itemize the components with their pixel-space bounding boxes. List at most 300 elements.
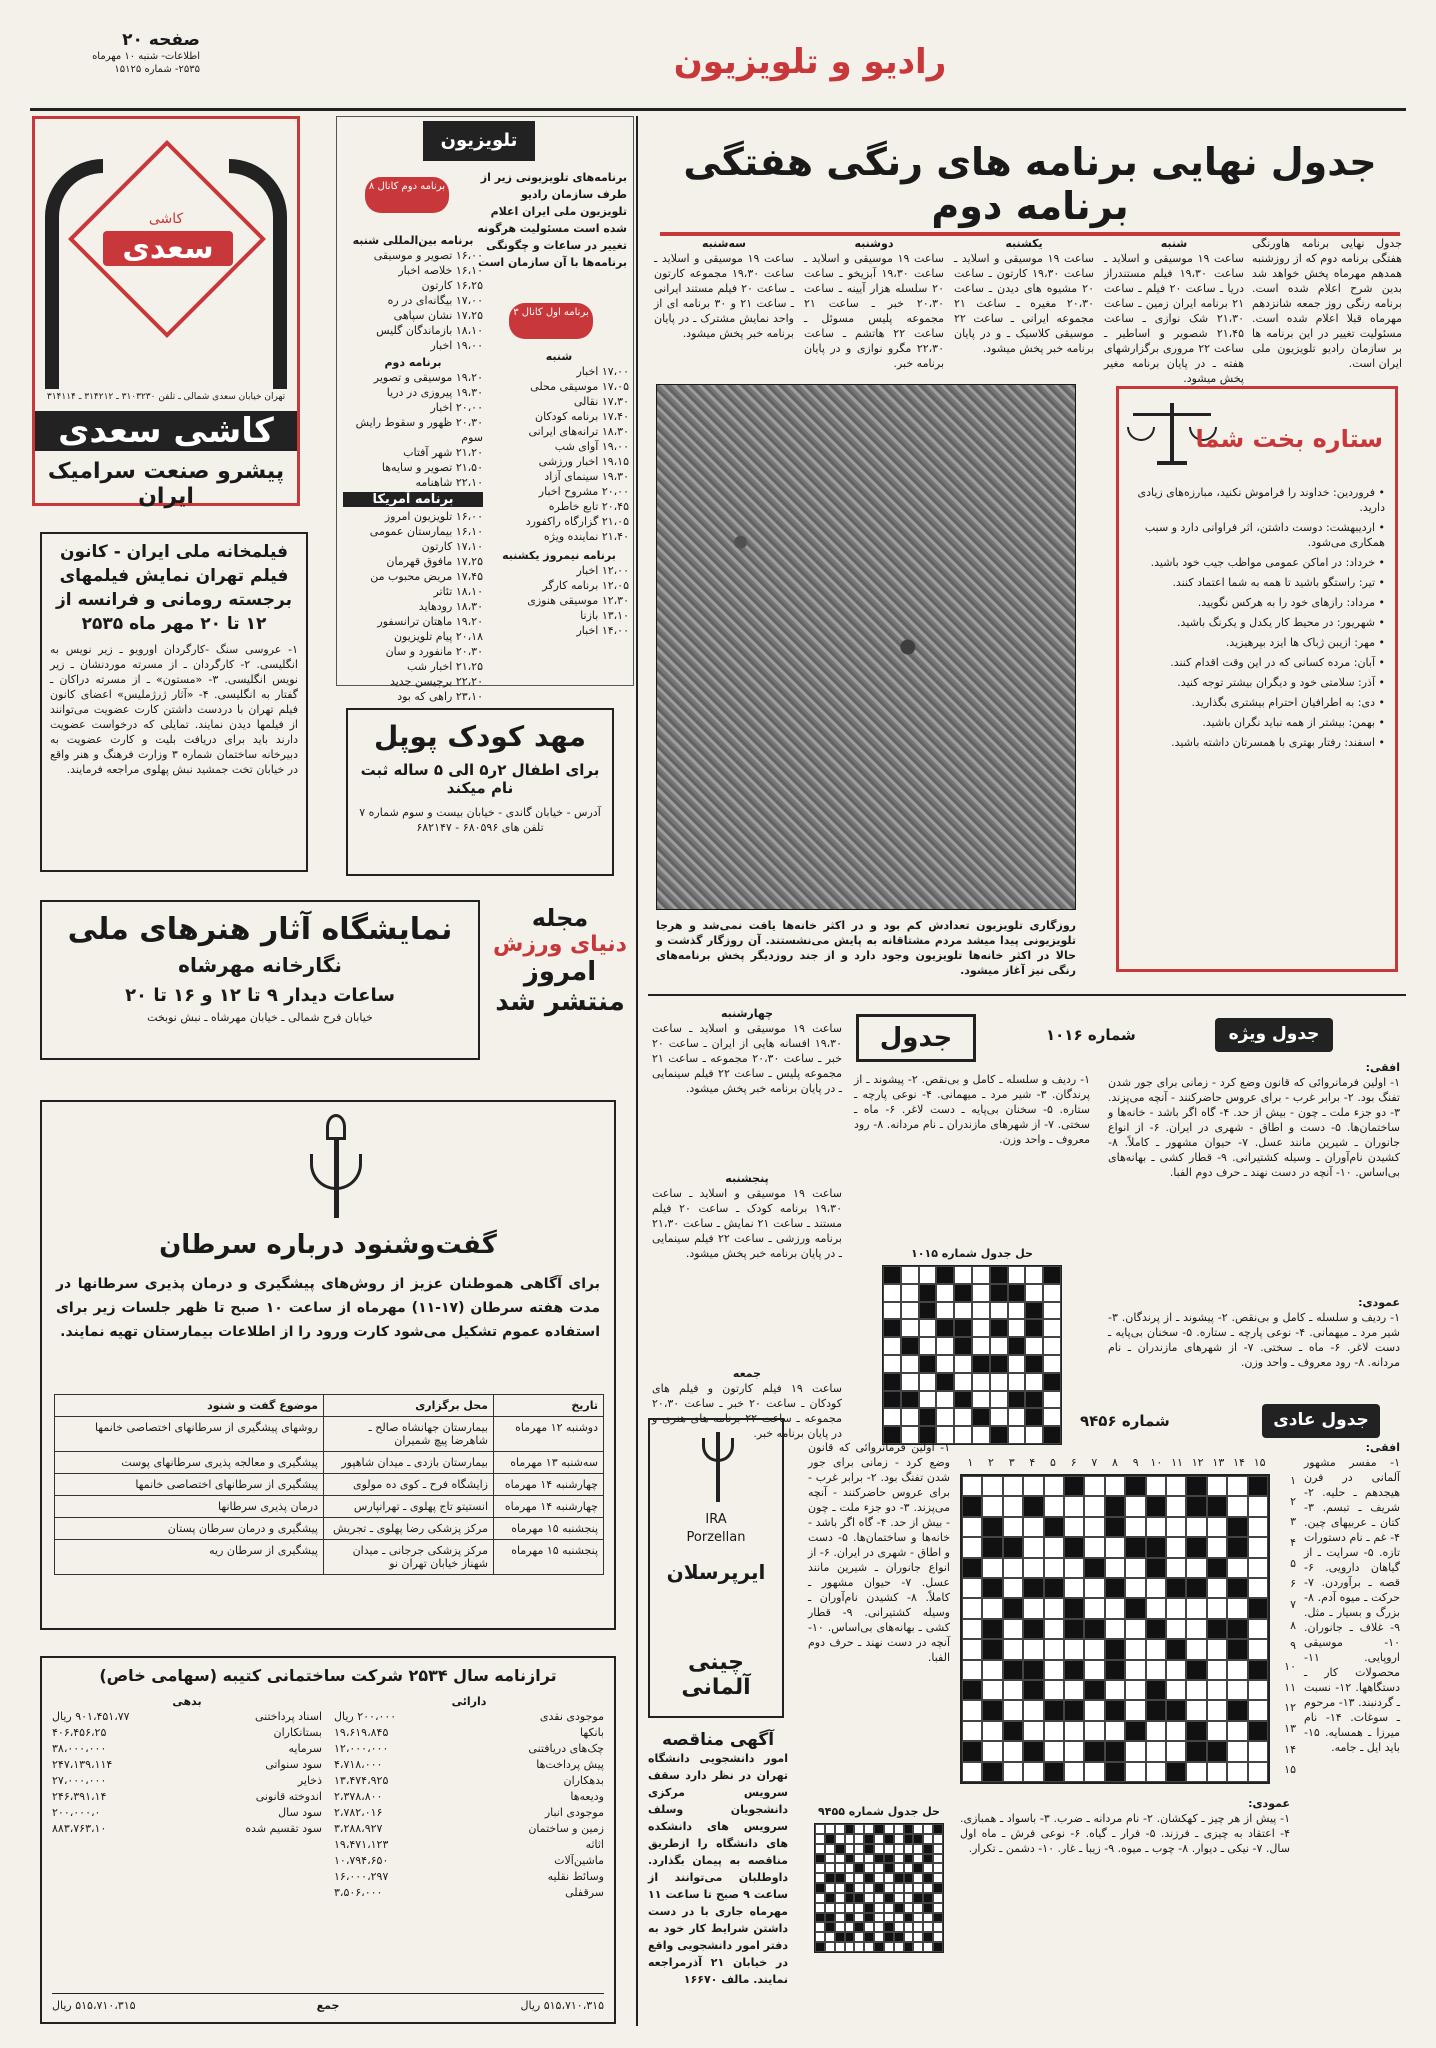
balance-row (334, 1805, 604, 1821)
grid-cell[interactable] (1248, 1496, 1268, 1516)
grid-cell[interactable] (1166, 1741, 1186, 1761)
grid-cell (884, 1824, 894, 1834)
grid-cell[interactable] (1003, 1476, 1023, 1496)
grid-cell (990, 1266, 1008, 1284)
grid-cell (933, 1844, 943, 1854)
grid-cell[interactable] (1023, 1537, 1043, 1557)
grid-cell[interactable] (1023, 1476, 1043, 1496)
grid-cell[interactable] (1227, 1680, 1247, 1700)
grid-cell[interactable] (1064, 1680, 1084, 1700)
balance-row (334, 1773, 604, 1789)
grid-cell[interactable] (1186, 1558, 1206, 1578)
grid-cell[interactable] (1125, 1639, 1145, 1659)
day-name: شنبه (1160, 237, 1188, 250)
crossword2-grid[interactable] (960, 1474, 1270, 1784)
grid-cell (815, 1942, 825, 1952)
grid-cell (954, 1302, 972, 1320)
grid-cell (904, 1873, 914, 1883)
grid-cell (894, 1942, 904, 1952)
table-cell: پنجشنبه ۱۵ مهرماه (494, 1518, 604, 1540)
grid-cell[interactable] (962, 1700, 982, 1720)
grid-cell (919, 1355, 937, 1373)
grid-cell[interactable] (1166, 1598, 1186, 1618)
grid-cell[interactable] (1227, 1741, 1247, 1761)
grid-cell (982, 1578, 1002, 1598)
grid-cell (883, 1391, 901, 1409)
grid-cell[interactable] (1207, 1537, 1227, 1557)
grid-cell[interactable] (1084, 1639, 1104, 1659)
grid-cell (874, 1883, 884, 1893)
grid-cell (1003, 1660, 1023, 1680)
grid-cell (990, 1319, 1008, 1337)
grid-cell[interactable] (1166, 1619, 1186, 1639)
grid-cell[interactable] (1023, 1639, 1043, 1659)
grid-cell[interactable] (1248, 1741, 1268, 1761)
grid-cell[interactable] (1105, 1598, 1125, 1618)
grid-cell[interactable] (1105, 1476, 1125, 1496)
balance-item: اندوخته قانونی (255, 1790, 322, 1803)
tender-ad (648, 1730, 788, 2020)
grid-cell (919, 1337, 937, 1355)
balance-amount: ۱۹،۶۱۹،۸۴۵ (334, 1726, 389, 1739)
grid-cell[interactable] (1064, 1741, 1084, 1761)
grid-cell[interactable] (1044, 1537, 1064, 1557)
grid-cell[interactable] (1186, 1700, 1206, 1720)
grid-cell (923, 1913, 933, 1923)
grid-cell[interactable] (1064, 1639, 1084, 1659)
grid-cell (815, 1873, 825, 1883)
grid-cell (845, 1893, 855, 1903)
grid-cell (954, 1426, 972, 1444)
grid-cell[interactable] (1166, 1496, 1186, 1516)
grid-cell[interactable] (1125, 1741, 1145, 1761)
grid-cell (923, 1932, 933, 1942)
grid-cell (954, 1355, 972, 1373)
grid-cell[interactable] (1227, 1721, 1247, 1741)
grid-cell (972, 1426, 990, 1444)
grid-cell[interactable] (1023, 1721, 1043, 1741)
grid-cell[interactable] (1023, 1762, 1043, 1782)
grid-cell[interactable] (1125, 1578, 1145, 1598)
grid-cell[interactable] (1166, 1680, 1186, 1700)
grid-cell (1105, 1660, 1125, 1680)
grid-cell[interactable] (1044, 1476, 1064, 1496)
grid-cell[interactable] (962, 1476, 982, 1496)
grid-cell[interactable] (1064, 1496, 1084, 1516)
grid-cell (1023, 1680, 1043, 1700)
col-number: ۱۴ (1233, 1456, 1245, 1469)
grid-cell[interactable] (1044, 1558, 1064, 1578)
magazine-ad (490, 904, 630, 1017)
grid-cell (1025, 1408, 1043, 1426)
grid-cell (864, 1932, 874, 1942)
schedule-item: ۱۷،۲۵ نشان سپاهی (393, 309, 483, 322)
grid-cell[interactable] (1064, 1517, 1084, 1537)
schedule-item: ۱۷،۰۰ اخبار (576, 365, 629, 378)
crowd-photo (656, 384, 1076, 910)
grid-cell[interactable] (1248, 1578, 1268, 1598)
grid-cell[interactable] (1064, 1762, 1084, 1782)
grid-cell[interactable] (1186, 1762, 1206, 1782)
grid-cell (874, 1922, 884, 1932)
grid-cell[interactable] (1044, 1741, 1064, 1761)
grid-cell (835, 1824, 845, 1834)
grid-cell (825, 1863, 835, 1873)
grid-cell[interactable] (982, 1496, 1002, 1516)
grid-cell[interactable] (1146, 1476, 1166, 1496)
grid-cell (894, 1873, 904, 1883)
total-assets: ۵۱۵،۷۱۰،۳۱۵ ریال (52, 1999, 136, 2012)
grid-cell[interactable] (1105, 1558, 1125, 1578)
grid-cell[interactable] (1003, 1578, 1023, 1598)
grid-cell (874, 1942, 884, 1952)
grid-cell[interactable] (1166, 1476, 1186, 1496)
grid-cell[interactable] (1044, 1721, 1064, 1741)
schedule-item: ۱۶،۱۰ بیمارستان عمومی (369, 525, 483, 538)
schedule-item: ۱۹،۳۰ سینمای آزاد (544, 470, 629, 483)
grid-cell[interactable] (1125, 1517, 1145, 1537)
balance-amount: ۲،۷۸۲،۰۱۶ (334, 1806, 383, 1819)
grid-cell[interactable] (1064, 1721, 1084, 1741)
grid-cell (1146, 1619, 1166, 1639)
grid-cell (1023, 1660, 1043, 1680)
grid-cell (825, 1844, 835, 1854)
balance-row (334, 1869, 604, 1885)
grid-cell[interactable] (1227, 1762, 1247, 1782)
grid-cell[interactable] (1044, 1496, 1064, 1516)
grid-cell[interactable] (1186, 1680, 1206, 1700)
grid-cell[interactable] (1227, 1558, 1247, 1578)
grid-cell (923, 1824, 933, 1834)
grid-cell[interactable] (1166, 1537, 1186, 1557)
grid-cell (1125, 1598, 1145, 1618)
grid-cell (990, 1355, 1008, 1373)
grid-cell[interactable] (1207, 1476, 1227, 1496)
grid-cell (1166, 1578, 1186, 1598)
grid-cell[interactable] (1227, 1476, 1247, 1496)
grid-cell[interactable] (1207, 1598, 1227, 1618)
grid-cell[interactable] (1146, 1741, 1166, 1761)
col-venue: محل برگزاری (324, 1395, 494, 1417)
balance-item: سرقفلی (565, 1886, 604, 1899)
grid-cell[interactable] (1207, 1660, 1227, 1680)
balance-item: زمین و ساختمان (528, 1822, 604, 1835)
balance-row (334, 1885, 604, 1901)
grid-cell (894, 1893, 904, 1903)
grid-cell[interactable] (1207, 1578, 1227, 1598)
grid-cell[interactable] (1084, 1721, 1104, 1741)
grid-cell[interactable] (1084, 1496, 1104, 1516)
balance-item: بدهکاران (563, 1774, 604, 1787)
grid-cell[interactable] (982, 1660, 1002, 1680)
grid-cell[interactable] (1105, 1680, 1125, 1700)
grid-cell (923, 1893, 933, 1903)
grid-cell[interactable] (1084, 1476, 1104, 1496)
grid-cell (1227, 1517, 1247, 1537)
grid-cell[interactable] (1166, 1660, 1186, 1680)
grid-cell[interactable] (1003, 1619, 1023, 1639)
horoscope-item: • آبان: مرده کسانی که در این وقت اقدام کنند. (1170, 656, 1385, 669)
badge-channel-8: برنامه دوم کانال ۸ (365, 177, 449, 213)
grid-cell[interactable] (1166, 1558, 1186, 1578)
grid-cell[interactable] (1064, 1578, 1084, 1598)
grid-cell[interactable] (1003, 1639, 1023, 1659)
grid-cell[interactable] (1227, 1598, 1247, 1618)
grid-cell (845, 1824, 855, 1834)
kashi-slogan: پیشرو صنعت سرامیک ایران (47, 459, 285, 509)
grid-cell[interactable] (1125, 1762, 1145, 1782)
grid-cell[interactable] (1207, 1721, 1227, 1741)
grid-cell[interactable] (1084, 1660, 1104, 1680)
grid-cell (825, 1922, 835, 1932)
grid-cell (845, 1932, 855, 1942)
second-title: برنامه دوم (384, 356, 442, 369)
grid-cell (1105, 1578, 1125, 1598)
grid-cell[interactable] (1186, 1639, 1206, 1659)
grid-cell[interactable] (1207, 1762, 1227, 1782)
grid-cell (982, 1762, 1002, 1782)
grid-cell[interactable] (1125, 1680, 1145, 1700)
thursday-title: پنجشنبه (725, 1172, 769, 1185)
grid-cell[interactable] (962, 1762, 982, 1782)
grid-cell[interactable] (1166, 1721, 1186, 1741)
grid-cell (913, 1863, 923, 1873)
grid-cell[interactable] (1084, 1700, 1104, 1720)
grid-cell[interactable] (1044, 1660, 1064, 1680)
grid-cell (901, 1284, 919, 1302)
grid-cell[interactable] (1207, 1700, 1227, 1720)
grid-cell (815, 1824, 825, 1834)
grid-cell[interactable] (1003, 1762, 1023, 1782)
grid-cell (1207, 1619, 1227, 1639)
balance-amount: ۱۹،۴۷۱،۱۲۳ (334, 1838, 389, 1851)
grid-cell[interactable] (982, 1721, 1002, 1741)
table-cell: پیشگیری و درمان سرطان پستان (55, 1518, 324, 1540)
grid-cell[interactable] (1248, 1762, 1268, 1782)
grid-cell (923, 1854, 933, 1864)
grid-cell[interactable] (962, 1517, 982, 1537)
crossword2-logo: جدول عادی (1262, 1404, 1380, 1438)
grid-cell[interactable] (1207, 1639, 1227, 1659)
grid-cell[interactable] (1003, 1741, 1023, 1761)
thursday-text: ساعت ۱۹ موسیقی و اسلاید ـ ساعت ۱۹،۳۰ برنامه کودک ـ ساعت ۲۰ فیلم مستند ـ ساعت ۲۱ نمایش ـ ساعت ۲۱،۳۰ برنامه ورزشی ـ ساعت ۲۲ فیلم سینمایی ـ در پایان برنامه خبر پخش میشود. (652, 1187, 843, 1260)
grid-cell[interactable] (1125, 1496, 1145, 1516)
grid-cell[interactable] (1064, 1558, 1084, 1578)
balance-item: سود تقسیم شده (245, 1822, 322, 1835)
grid-cell[interactable] (1146, 1721, 1166, 1741)
grid-cell (901, 1373, 919, 1391)
grid-cell (901, 1319, 919, 1337)
grid-cell[interactable] (1207, 1517, 1227, 1537)
grid-cell (1064, 1619, 1084, 1639)
grid-cell[interactable] (1125, 1700, 1145, 1720)
grid-cell (972, 1355, 990, 1373)
grid-cell (1064, 1598, 1084, 1618)
grid-cell[interactable] (1105, 1619, 1125, 1639)
grid-cell[interactable] (1186, 1619, 1206, 1639)
grid-cell (1025, 1391, 1043, 1409)
grid-cell (864, 1863, 874, 1873)
schedule-item: ۱۹،۰۰ آوای شب (554, 440, 629, 453)
balance-item: سود سال (278, 1806, 322, 1819)
grid-cell[interactable] (1146, 1639, 1166, 1659)
grid-cell (874, 1932, 884, 1942)
grid-cell (835, 1922, 845, 1932)
grid-cell (990, 1426, 1008, 1444)
porzellan-latin: Porzellan (686, 1530, 746, 1545)
balance-row (52, 1805, 322, 1821)
grid-cell[interactable] (1084, 1762, 1104, 1782)
grid-cell (1008, 1337, 1026, 1355)
grid-cell[interactable] (1125, 1619, 1145, 1639)
grid-cell[interactable] (962, 1537, 982, 1557)
grid-cell (894, 1932, 904, 1942)
grid-cell (1105, 1517, 1125, 1537)
col-number: ۵ (1050, 1456, 1056, 1469)
grid-cell[interactable] (1044, 1619, 1064, 1639)
grid-cell[interactable] (1248, 1700, 1268, 1720)
grid-cell (1084, 1619, 1104, 1639)
grid-cell[interactable] (1044, 1598, 1064, 1618)
grid-cell[interactable] (1003, 1517, 1023, 1537)
grid-cell[interactable] (1023, 1598, 1043, 1618)
grid-cell[interactable] (982, 1598, 1002, 1618)
grid-cell[interactable] (1248, 1558, 1268, 1578)
grid-cell[interactable] (962, 1721, 982, 1741)
col-number: ۲ (988, 1456, 994, 1469)
grid-cell (923, 1863, 933, 1873)
grid-cell[interactable] (982, 1476, 1002, 1496)
grid-cell (954, 1266, 972, 1284)
grid-cell[interactable] (962, 1578, 982, 1598)
national-title: برنامه بین‌المللی شنبه (352, 234, 474, 247)
balance-row (334, 1837, 604, 1853)
grid-cell (1105, 1496, 1125, 1516)
grid-cell[interactable] (1003, 1558, 1023, 1578)
grid-cell[interactable] (1166, 1517, 1186, 1537)
kashi-brand-big: کاشی سعدی (35, 411, 297, 451)
grid-cell (936, 1337, 954, 1355)
header-rule (30, 108, 1406, 111)
grid-cell (1186, 1721, 1206, 1741)
grid-cell[interactable] (1248, 1680, 1268, 1700)
table-cell: روشهای پیشگیری از سرطانهای اختصاصی خانمها (55, 1417, 324, 1452)
grid-cell (904, 1942, 914, 1952)
grid-cell[interactable] (1146, 1517, 1166, 1537)
grid-cell (1207, 1558, 1227, 1578)
grid-cell (1105, 1700, 1125, 1720)
grid-cell[interactable] (1146, 1762, 1166, 1782)
grid-cell[interactable] (962, 1598, 982, 1618)
grid-cell (1248, 1660, 1268, 1680)
grid-cell[interactable] (962, 1639, 982, 1659)
grid-cell[interactable] (1227, 1660, 1247, 1680)
grid-cell[interactable] (1105, 1537, 1125, 1557)
grid-cell (894, 1854, 904, 1864)
grid-cell (1125, 1476, 1145, 1496)
grid-cell (913, 1903, 923, 1913)
balance-amount: ۴،۷۱۸،۰۰۰ (334, 1758, 383, 1771)
grid-cell (835, 1942, 845, 1952)
grid-cell[interactable] (1044, 1680, 1064, 1700)
grid-cell[interactable] (1003, 1680, 1023, 1700)
grid-cell[interactable] (1023, 1558, 1043, 1578)
row-number: ۹ (1290, 1639, 1296, 1653)
grid-cell (936, 1266, 954, 1284)
grid-cell (1105, 1741, 1125, 1761)
grid-cell[interactable] (1186, 1517, 1206, 1537)
schedule-item: ۱۷،۲۵ مافوق قهرمان (386, 555, 483, 568)
grid-cell[interactable] (1248, 1619, 1268, 1639)
grid-cell[interactable] (1186, 1598, 1206, 1618)
day-text: ساعت ۱۹ موسیقی و اسلاید ـ ساعت ۱۹،۳۰ مجموعه کارتون ـ ساعت ۲۰ فیلم مستند ایرانی ـ ساعت ۲۱ و ۳۰ برنامه ای از واحد نمایش مشترک ـ در پایان برنامه خبر پخش میشود. (654, 252, 794, 340)
grid-cell[interactable] (1023, 1517, 1043, 1537)
grid-cell[interactable] (1084, 1537, 1104, 1557)
grid-cell[interactable] (982, 1741, 1002, 1761)
grid-cell[interactable] (1023, 1700, 1043, 1720)
row-number: ۸ (1290, 1618, 1296, 1632)
balance-item: بستانکاران (273, 1726, 322, 1739)
grid-cell[interactable] (1146, 1598, 1166, 1618)
omega-left (45, 159, 103, 389)
grid-cell (835, 1854, 845, 1864)
grid-cell (954, 1319, 972, 1337)
balance-amount: ۲،۳۷۸،۸۰۰ (334, 1790, 383, 1803)
grid-cell[interactable] (1248, 1537, 1268, 1557)
grid-cell[interactable] (1003, 1496, 1023, 1516)
grid-cell (919, 1284, 937, 1302)
grid-cell[interactable] (1003, 1700, 1023, 1720)
grid-cell[interactable] (1084, 1598, 1104, 1618)
grid-cell[interactable] (1084, 1517, 1104, 1537)
grid-cell[interactable] (962, 1660, 982, 1680)
grid-cell[interactable] (962, 1619, 982, 1639)
grid-cell (1003, 1598, 1023, 1618)
grid-cell[interactable] (1248, 1639, 1268, 1659)
grid-cell (854, 1922, 864, 1932)
total-debts: ۵۱۵،۷۱۰،۳۱۵ ریال (520, 1999, 604, 2012)
grid-cell[interactable] (982, 1558, 1002, 1578)
day-column (804, 236, 944, 376)
schedule-item: ۲۰،۳۰ ظهور و سقوط رایش سوم (355, 416, 483, 444)
schedule-item: ۲۱،۰۵ گزارگاه راکفورد (525, 515, 629, 528)
exhibition-ad (40, 900, 480, 1060)
grid-cell[interactable] (1125, 1660, 1145, 1680)
society-emblem-icon (304, 1114, 368, 1224)
grid-cell[interactable] (1227, 1496, 1247, 1516)
grid-cell[interactable] (1044, 1639, 1064, 1659)
grid-cell[interactable] (982, 1680, 1002, 1700)
grid-cell (854, 1834, 864, 1844)
grid-cell[interactable] (1084, 1578, 1104, 1598)
row-number: ۲ (1290, 1494, 1296, 1508)
day-column (654, 236, 794, 376)
table-row (55, 1417, 604, 1452)
grid-cell[interactable] (1125, 1558, 1145, 1578)
grid-cell (894, 1913, 904, 1923)
grid-cell (901, 1408, 919, 1426)
grid-cell[interactable] (1207, 1680, 1227, 1700)
balance-amount: ۲۷،۰۰۰،۰۰۰ (52, 1774, 107, 1787)
grid-cell (883, 1302, 901, 1320)
grid-cell (864, 1854, 874, 1864)
grid-cell[interactable] (1146, 1660, 1166, 1680)
balance-item: سود سنواتی (265, 1758, 322, 1771)
grid-cell[interactable] (1146, 1578, 1166, 1598)
grid-cell (815, 1922, 825, 1932)
grid-cell[interactable] (1248, 1517, 1268, 1537)
grid-cell[interactable] (1105, 1721, 1125, 1741)
